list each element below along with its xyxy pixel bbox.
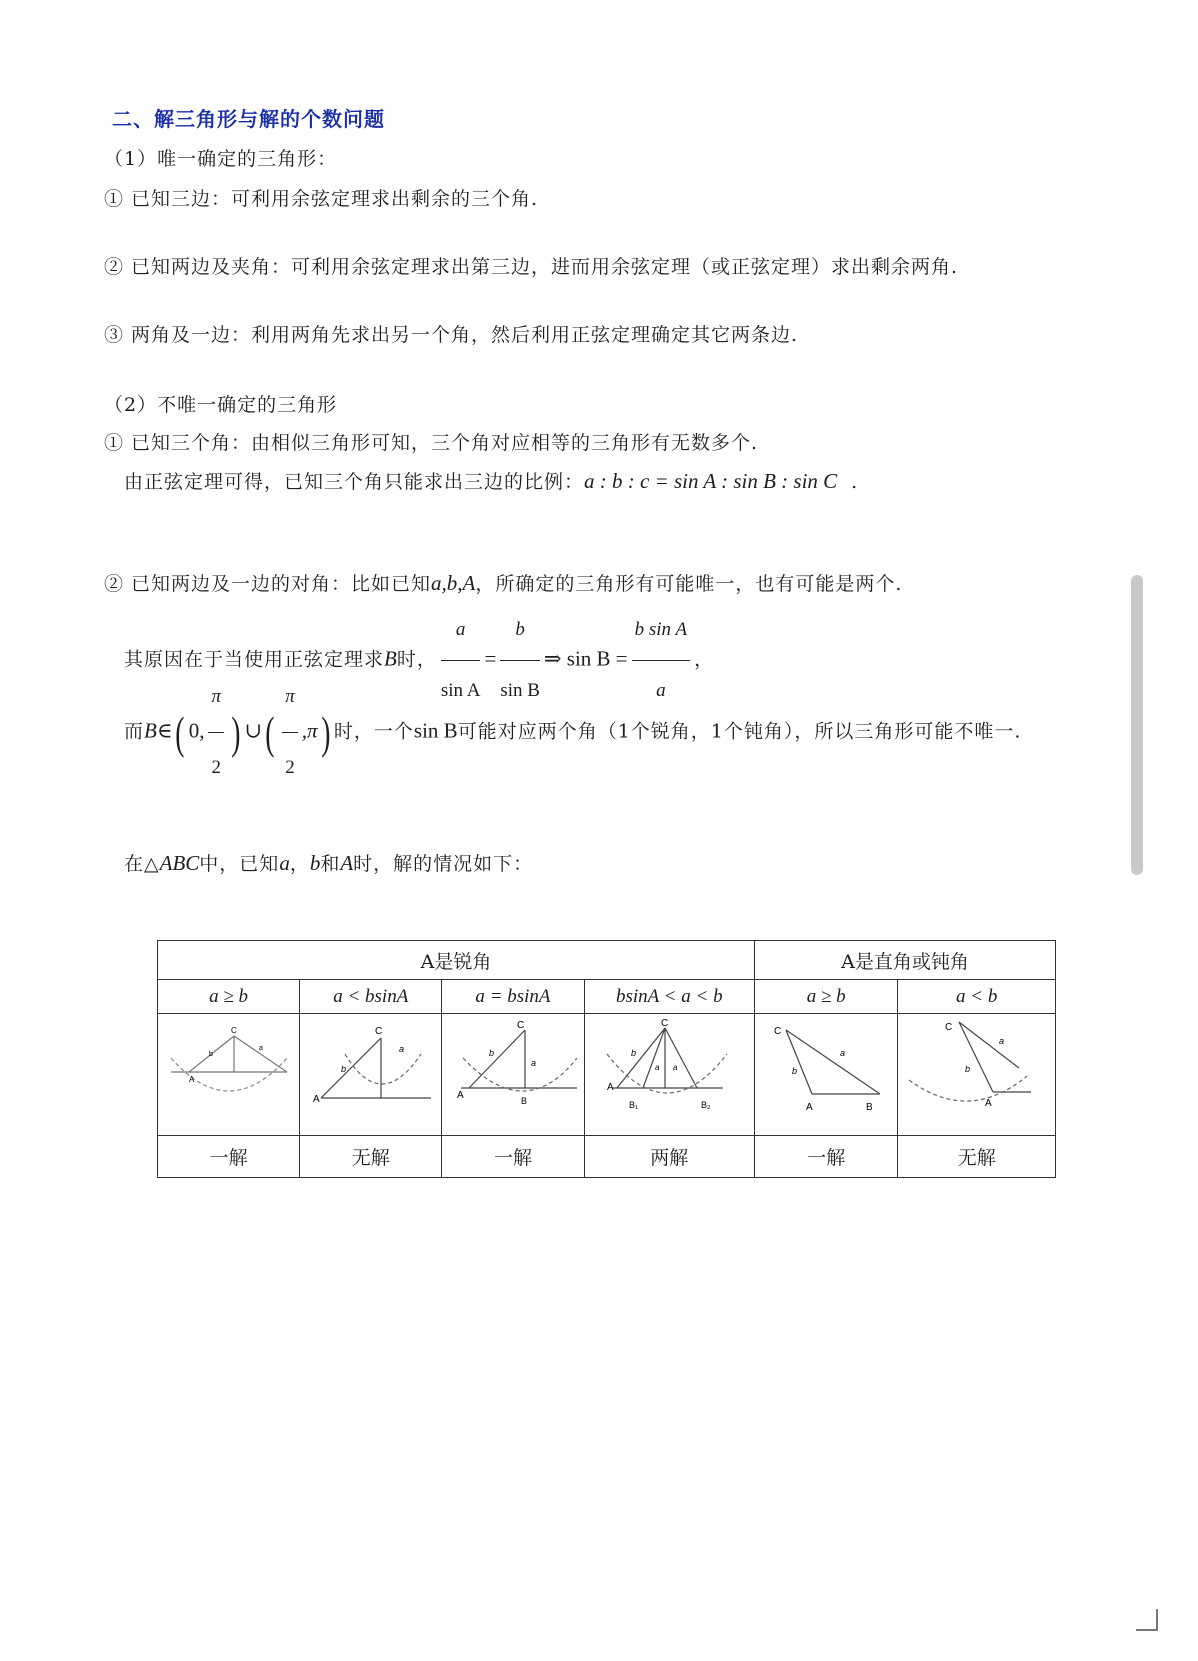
cond-cell-2: a < bsinA [300,980,442,1014]
intro-b: b [309,851,321,875]
cond-cell-5: a ≥ b [755,980,898,1014]
fig1-label-A: A [188,1075,194,1084]
intro-A: A [340,851,354,875]
frac2-den: sin B [500,680,540,701]
fig3-label-b: b [488,1048,494,1058]
sec1-item-3: ③ 两角及一边：利用两角先求出另一个角，然后利用正弦定理确定其它两条边. [104,324,799,346]
fig-cell-6 [898,1014,1056,1136]
result-cell-4: 两解 [584,1136,754,1178]
fig4-label-B1: B₁ [629,1100,639,1110]
two-den-a: 2 [211,757,221,778]
table-result-row [158,1136,1056,1178]
right-paren-1: ) [231,706,242,758]
fraction-pi-over-2-a [208,664,224,801]
result-cell-3: 一解 [442,1136,584,1178]
fig4-label-A: A [607,1082,614,1093]
fig2-label-A: A [312,1094,320,1105]
fig1-label-b: b [208,1051,213,1058]
fig2-label-C: C [374,1026,383,1037]
result-cell-1: 一解 [158,1136,300,1178]
element-of: ∈ [156,718,173,743]
range-zero: 0, [188,718,205,743]
diagram-acute-no-solution [301,1014,441,1130]
frac3-num: b sin A [632,602,690,661]
fraction-pi-over-2-b [282,664,298,801]
sine-law-comma: ， [694,648,715,671]
fig1-label-a: a [258,1045,263,1052]
intro-a: a [279,851,290,875]
vertical-scrollbar[interactable] [1131,575,1143,875]
intro-and: 和 [320,853,341,875]
range-post1: 时，一个 [333,720,414,743]
reason-pre: 其原因在于当使用正弦定理求 [124,648,385,671]
result-cell-6: 无解 [898,1136,1056,1178]
header-acute: A是锐角 [158,941,755,980]
fig5-label-a: a [839,1048,845,1058]
left-paren-2: ( [265,706,275,758]
fig5-label-A: A [805,1102,813,1113]
fig3-label-C: C [516,1020,525,1031]
fig1-label-C: C [230,1026,237,1035]
result-cell-2: 无解 [300,1136,442,1178]
fig-cell-3 [442,1014,584,1136]
range-pi-end: ,π [301,718,318,743]
cond-cell-6: a < b [898,980,1056,1014]
sec2-item-1-ratio [124,468,858,495]
item2-pre: ② 已知两边及一边的对角：比如已知 [104,573,432,595]
cond-cell-4: bsinA < a < b [584,980,754,1014]
fig4-label-B2: B₂ [701,1100,711,1110]
pi-num-a: π [208,664,224,733]
intro-pre: 在△ [124,853,160,875]
intro-post: 时，解的情况如下： [353,853,534,875]
range-pre: 而 [124,720,145,743]
range-sinB: sin B [413,718,458,743]
section-heading: 二、解三角形与解的个数问题 [112,107,385,131]
diagram-obtuse-no-solution [899,1014,1054,1130]
solutions-table [157,940,1056,1178]
diagram-obtuse-one-solution [756,1014,897,1130]
intro-abc: ABC [159,851,200,875]
table-figure-row [158,1014,1056,1136]
reason-B: B [384,646,397,671]
fig6-label-A: A [985,1098,992,1109]
sec2-title: （2）不唯一确定的三角形 [104,394,338,416]
diagram-acute-two-solutions [585,1014,753,1130]
implies-sinB: ⇒ sin B = [543,646,628,671]
ratio-text: 由正弦定理可得，已知三个角只能求出三边的比例： [124,471,585,493]
sec2-item-2 [104,570,902,597]
fig2-label-b: b [340,1064,346,1074]
result-cell-5: 一解 [755,1136,898,1178]
reason-mid: 时， [396,648,437,671]
left-paren-1: ( [175,706,186,758]
fig4-label-b: b [631,1048,637,1058]
item2-vars: a,b,A [431,571,476,595]
fig6-label-a: a [999,1036,1005,1046]
range-line [124,664,1021,801]
fig2-label-a: a [398,1044,404,1054]
right-paren-2: ) [320,706,331,758]
fig6-label-b: b [965,1064,971,1074]
sec2-item-1: ① 已知三个角：由相似三角形可知，三个角对应相等的三角形有无数多个. [104,432,759,454]
intro-sep-1: ， [289,853,310,875]
range-post2: 可能对应两个角（1个锐角，1个钝角），所以三角形可能不唯一. [457,720,1022,743]
frac1-num: a [441,602,481,661]
resize-corner-icon [1136,1609,1158,1631]
union-sym: ∪ [244,718,262,743]
sec1-title: （1）唯一确定的三角形： [104,148,338,170]
item2-post: ，所确定的三角形有可能唯一，也有可能是两个. [475,573,903,595]
range-B: B [144,718,157,743]
diagram-acute-tangent-one-solution [443,1014,583,1130]
sec1-item-2: ② 已知两边及夹角：可利用余弦定理求出第三边，进而用余弦定理（或正弦定理）求出剩余两角. [104,256,959,278]
table-condition-row [158,980,1056,1014]
frac1-den: sin A [440,680,481,701]
fig4-label-a2: a [673,1063,678,1072]
table-header-row [158,941,1056,980]
header-obtuse: A是直角或钝角 [755,941,1056,980]
cond-cell-3: a = bsinA [442,980,584,1014]
cond-cell-1: a ≥ b [158,980,300,1014]
sec1-item-1: ① 已知三边：可利用余弦定理求出剩余的三个角. [104,188,539,210]
fig4-label-a1: a [655,1063,660,1072]
two-den-b: 2 [285,757,295,778]
ratio-formula: a : b : c = sin A : sin B : sin C [584,469,838,493]
fig-cell-5 [755,1014,898,1136]
equals-sign: = [484,646,497,671]
fig5-label-B: B [865,1102,873,1113]
frac2-num: b [500,602,540,661]
fig-cell-4 [584,1014,754,1136]
fig-cell-2 [300,1014,442,1136]
diagram-acute-one-solution-a [159,1014,299,1130]
fig3-label-B: B [520,1096,527,1106]
fig5-label-C: C [773,1026,781,1037]
ratio-period: . [851,471,859,493]
fig-cell-1 [158,1014,300,1136]
fig3-label-A: A [456,1090,464,1101]
pi-num-b: π [282,664,298,733]
intro-mid1: 中，已知 [199,853,280,875]
table-intro [124,850,533,877]
fig6-label-C: C [945,1022,953,1033]
fig5-label-b: b [791,1066,797,1076]
fig4-label-C: C [661,1018,669,1029]
fig3-label-a: a [530,1058,536,1068]
frac3-den: a [656,680,666,701]
